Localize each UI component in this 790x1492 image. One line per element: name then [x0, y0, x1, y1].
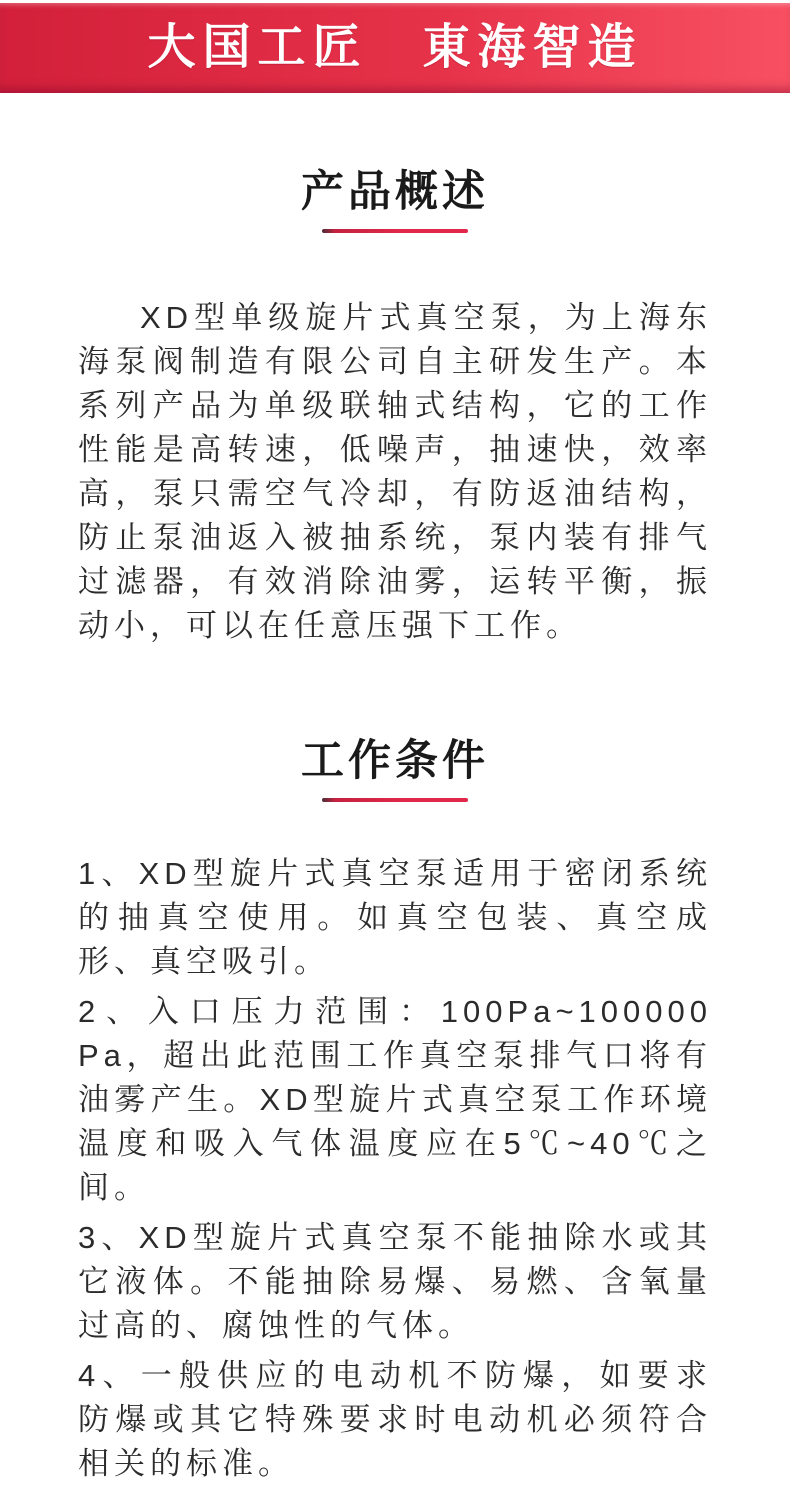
condition-item-2: 2、入口压力范围：100Pa~100000 Pa，超出此范围工作真空泵排气口将有油雾产生。XD型旋片式真空泵工作环境温度和吸入气体温度应在5℃~40℃之间。 — [78, 994, 712, 1205]
condition-item-3: 3、XD型旋片式真空泵不能抽除水或其它液体。不能抽除易爆、易燃、含氧量过高的、腐蚀性的气体。 — [78, 1220, 712, 1343]
conditions-section-title: 工作条件 — [301, 737, 489, 785]
working-conditions-section — [0, 737, 790, 1486]
product-detail-page — [0, 3, 790, 1486]
conditions-title-underline — [322, 798, 468, 802]
overview-section — [0, 168, 790, 648]
banner-title: 大国工匠 東海智造 — [147, 21, 643, 74]
overview-section-head — [0, 168, 790, 233]
conditions-list — [0, 852, 790, 1486]
overview-section-title: 产品概述 — [301, 168, 489, 216]
conditions-section-head — [0, 737, 790, 802]
condition-item-4: 4、一般供应的电动机不防爆，如要求防爆或其它特殊要求时电动机必须符合相关的标准。 — [78, 1358, 712, 1481]
overview-title-underline — [322, 229, 468, 233]
brand-banner — [0, 3, 790, 93]
condition-item-1: 1、XD型旋片式真空泵适用于密闭系统的抽真空使用。如真空包装、真空成形、真空吸引。 — [78, 856, 712, 979]
overview-paragraph: XD型单级旋片式真空泵，为上海东海泵阀制造有限公司自主研发生产。本系列产品为单级联轴式结构，它的工作性能是高转速，低噪声，抽速快，效率高，泵只需空气冷却，有防返油结构，防止泵油返入被抽系统，泵内装有排气过滤器，有效消除油雾，运转平衡，振动小，可以在任意压强下工作。 — [78, 300, 712, 643]
